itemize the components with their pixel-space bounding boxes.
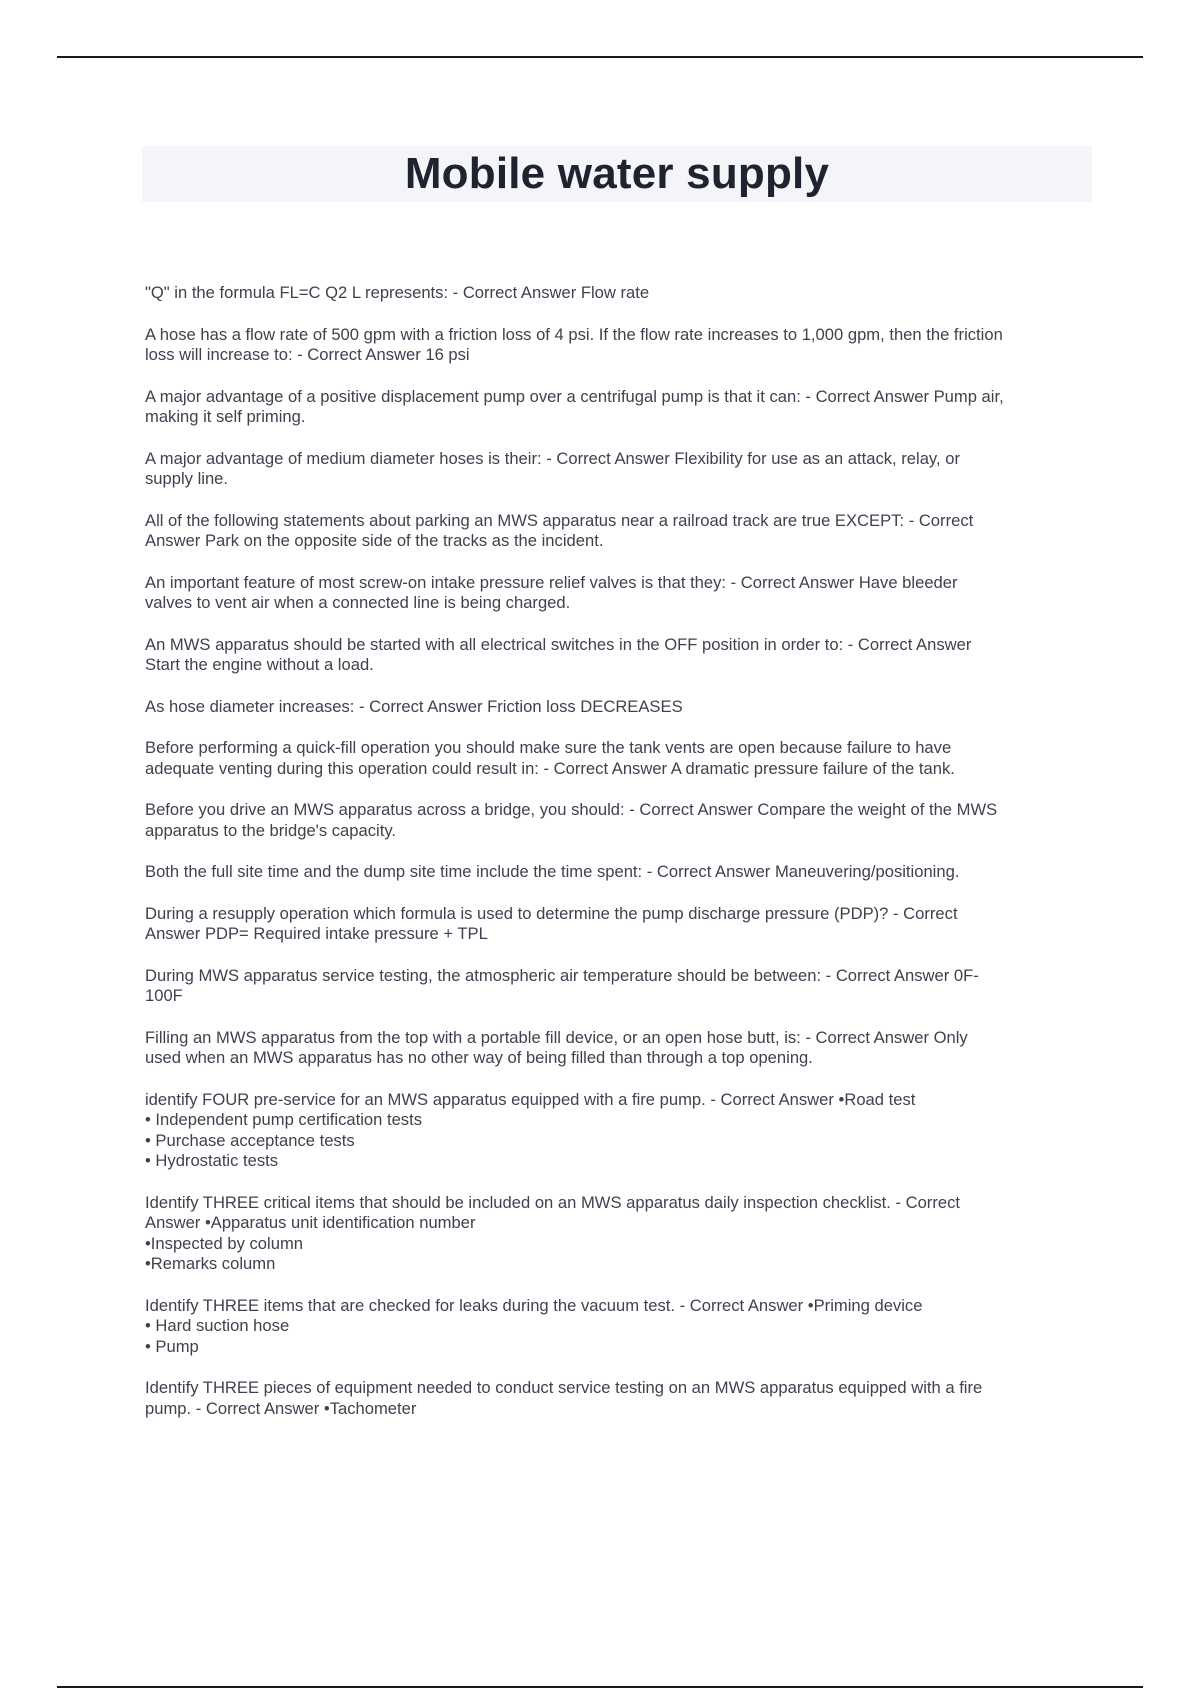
qa-line: Identify THREE critical items that should be included on an MWS apparatus daily inspection checklist. - Correct [145, 1192, 960, 1212]
qa-line: Identify THREE pieces of equipment needed to conduct service testing on an MWS apparatus equipped with a fire [145, 1378, 983, 1397]
qa-line: • Hard suction hose [145, 1316, 290, 1335]
qa-line: During MWS apparatus service testing, the atmospheric air temperature should be between: - Correct Answer 0F- [145, 965, 979, 985]
top-rule [57, 56, 1143, 58]
qa-line: • Hydrostatic tests [145, 1151, 279, 1170]
qa-item [145, 511, 1090, 552]
qa-line: During a resupply operation which formula is used to determine the pump discharge pressure (PDP)? - Correct [145, 903, 958, 923]
qa-item [145, 738, 1090, 779]
qa-line: Answer Park on the opposite side of the tracks as the incident. [145, 531, 604, 550]
qa-line: Before performing a quick-fill operation you should make sure the tank vents are open because failure to have [145, 738, 952, 757]
qa-item [145, 697, 1090, 718]
qa-item [145, 449, 1090, 490]
qa-item [145, 387, 1090, 428]
qa-item [145, 800, 1090, 841]
qa-line: •Inspected by column [145, 1233, 304, 1253]
qa-item [145, 573, 1090, 614]
qa-item [145, 1296, 1090, 1358]
qa-line: 100F [145, 986, 183, 1005]
qa-line: An important feature of most screw-on intake pressure relief valves is that they: - Correct Answer Have bleeder [145, 572, 958, 592]
qa-line: valves to vent air when a connected line is being charged. [145, 593, 571, 612]
qa-line: apparatus to the bridge's capacity. [145, 820, 396, 840]
qa-item [145, 1378, 1090, 1419]
qa-line: loss will increase to: - Correct Answer 16 psi [145, 345, 470, 364]
title-band [142, 146, 1092, 202]
qa-item [145, 1028, 1090, 1069]
qa-item [145, 283, 1090, 304]
qa-item [145, 325, 1090, 366]
qa-line: adequate venting during this operation could result in: - Correct Answer A dramatic pressure failure of the tank. [145, 758, 955, 778]
qa-line: A hose has a flow rate of 500 gpm with a friction loss of 4 psi. If the flow rate increases to 1,000 gpm, then the friction [145, 324, 1003, 344]
qa-line: Both the full site time and the dump site time include the time spent: - Correct Answer Maneuvering/positioning. [145, 862, 960, 881]
qa-item [145, 862, 1090, 883]
qa-line: An MWS apparatus should be started with all electrical switches in the OFF position in order to: - Correct Answer [145, 634, 972, 654]
qa-line: making it self priming. [145, 407, 306, 426]
qa-line: identify FOUR pre-service for an MWS apparatus equipped with a fire pump. - Correct Answer •Road test [145, 1089, 916, 1109]
qa-line: As hose diameter increases: - Correct Answer Friction loss DECREASES [145, 696, 683, 716]
qa-line: used when an MWS apparatus has no other way of being filled than through a top opening. [145, 1048, 813, 1067]
qa-line: Before you drive an MWS apparatus across a bridge, you should: - Correct Answer Compare the weight of the MWS [145, 800, 998, 819]
qa-item [145, 635, 1090, 676]
qa-line: • Independent pump certification tests [145, 1110, 423, 1129]
qa-line: Filling an MWS apparatus from the top with a portable fill device, or an open hose butt, is: - Correct Answer Only [145, 1027, 968, 1047]
qa-item [145, 1090, 1090, 1172]
qa-line: supply line. [145, 469, 229, 488]
document-title: Mobile water supply [404, 149, 830, 198]
qa-line: Answer PDP= Required intake pressure + TPL [145, 924, 488, 943]
qa-line: "Q" in the formula FL=C Q2 L represents: - Correct Answer Flow rate [145, 283, 650, 302]
qa-line: Start the engine without a load. [145, 655, 374, 674]
qa-item [145, 966, 1090, 1007]
qa-line: A major advantage of a positive displacement pump over a centrifugal pump is that it can: - Correct Answer Pump air, [145, 386, 1004, 406]
qa-line: • Pump [145, 1336, 199, 1356]
qa-list [145, 283, 1090, 1440]
qa-line: Answer •Apparatus unit identification number [145, 1213, 476, 1232]
bottom-rule [57, 1686, 1143, 1688]
qa-line: • Purchase acceptance tests [145, 1130, 355, 1150]
qa-item [145, 1193, 1090, 1275]
qa-item [145, 904, 1090, 945]
qa-line: •Remarks column [145, 1254, 276, 1273]
qa-line: All of the following statements about parking an MWS apparatus near a railroad track are true EXCEPT: - Correct [145, 510, 974, 530]
qa-line: Identify THREE items that are checked for leaks during the vacuum test. - Correct Answer •Priming device [145, 1295, 923, 1315]
qa-line: A major advantage of medium diameter hoses is their: - Correct Answer Flexibility for use as an attack, relay, or [145, 448, 960, 468]
qa-line: pump. - Correct Answer •Tachometer [145, 1398, 417, 1418]
